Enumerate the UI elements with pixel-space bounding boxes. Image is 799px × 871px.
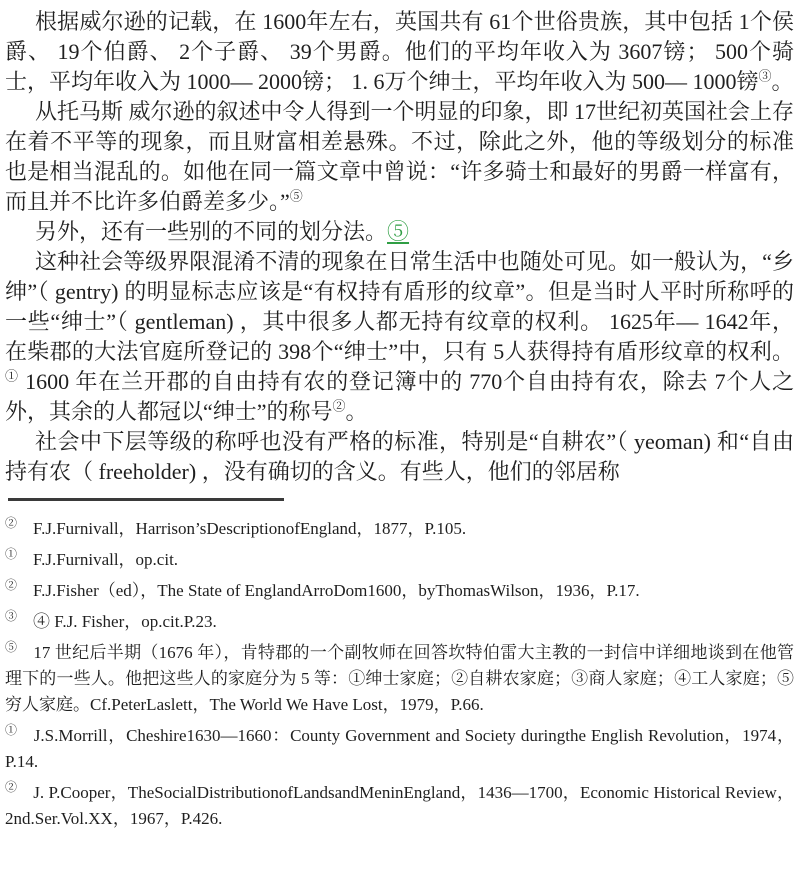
footnote-item — [5, 640, 794, 718]
paragraph-4 — [5, 247, 794, 427]
paragraph-3-text: 另外，还有一些别的不同的划分法。 — [35, 219, 388, 244]
footnote-marker: ② — [5, 578, 18, 593]
footnote-text: J.S.Morrill，Cheshire1630—1660：County Government and Society duringthe English Revolution，1974，P.14. — [5, 726, 794, 771]
footnote-text: F.J.Fisher（ed），The State of EnglandArroDom1600，byThomasWilson，1936，P.17. — [33, 581, 640, 600]
footnote-link-5[interactable]: ⑤ — [387, 219, 410, 244]
footnote-marker: ② — [5, 780, 18, 795]
paragraph-5-text: 社会中下层等级的称呼也没有严格的标准，特别是“自耕农”（ yeoman) 和“自由持有农（ freeholder) ，没有确切的含义。有些人，他们的邻居称 — [5, 429, 794, 484]
paragraph-1 — [5, 7, 794, 97]
footnote-ref-2: ② — [332, 398, 346, 414]
paragraph-4-tail: 。 — [345, 399, 368, 424]
footnote-marker: ③ — [5, 609, 18, 624]
footnote-text: F.J.Furnivall，Harrison’sDescriptionofEngland，1877，P.105. — [33, 519, 467, 538]
paragraph-1-text: 根据威尔逊的记载，在 1600年左右，英国共有 61个世俗贵族，其中包括 1个侯爵、 19个伯爵、 2个子爵、 39个男爵。他们的平均年收入为 3607镑； 500个骑士，平均年收入为 1000— 2000镑； 1. 6万个绅士，平均年收入为 500— 1000镑 — [5, 9, 794, 94]
footnote-ref-5: ⑤ — [289, 188, 303, 204]
body-text — [5, 7, 794, 487]
footnote-marker: ① — [5, 723, 18, 738]
footnote-text: ④ F.J. Fisher，op.cit.P.23. — [33, 612, 217, 631]
footnote-item — [5, 547, 794, 573]
footnote-marker: ② — [5, 516, 18, 531]
footnote-text: 17 世纪后半期（1676 年），肯特郡的一个副牧师在回答坎特伯雷大主教的一封信中详细地谈到在他管理下的一些人。他把这些人的家庭分为 5 等：①绅士家庭；②自耕农家庭；③商人家庭；④工人家庭；⑤穷人家庭。Cf.PeterLaslett，The World We Have Lost，1979，P.66. — [5, 643, 794, 714]
paragraph-2 — [5, 97, 794, 217]
paragraph-3 — [5, 217, 794, 247]
footnote-separator — [8, 498, 284, 501]
footnote-ref-1: ① — [5, 368, 19, 384]
footnotes-section — [5, 516, 794, 832]
paragraph-2-text: 从托马斯 威尔逊的叙述中令人得到一个明显的印象，即 17世纪初英国社会上存在着不平等的现象，而且财富相差悬殊。不过，除此之外，他的等级划分的标准也是相当混乱的。如他在同一篇文章中曾说：“许多骑士和最好的男爵一样富有，而且并不比许多伯爵差多少。” — [5, 99, 795, 214]
paragraph-1-tail: 。 — [771, 69, 794, 94]
footnote-marker: ① — [5, 547, 18, 562]
paragraph-5 — [5, 427, 794, 487]
footnote-ref-3: ③ — [758, 68, 772, 84]
footnote-item — [5, 609, 794, 635]
paragraph-4-text-1: 这种社会等级界限混淆不清的现象在日常生活中也随处可见。如一般认为，“乡绅”（ gentry) 的明显标志应该是“有权持有盾形的纹章”。但是当时人平时所称呼的一些“绅士”（ gentleman) ，其中很多人都无持有纹章的权利。 1625年— 1642年，在柴郡的大法官庭所登记的 398个“绅士”中，只有 5人获得持有盾形纹章的权利。 — [5, 249, 794, 364]
footnote-text: F.J.Furnivall，op.cit. — [33, 550, 179, 569]
footnote-marker: ⑤ — [5, 640, 18, 655]
paragraph-4-text-2: 1600 年在兰开郡的自由持有农的登记簿中的 770个自由持有农，除去 7个人之外，其余的人都冠以“绅士”的称号 — [5, 369, 794, 424]
footnote-item — [5, 578, 794, 604]
footnote-text: J. P.Cooper，TheSocialDistributionofLandsandMeninEngland，1436—1700，Economic Historical Review，2nd.Ser.Vol.XX，1967，P.426. — [5, 783, 794, 828]
footnote-item — [5, 723, 794, 775]
footnote-item — [5, 780, 794, 832]
footnote-item — [5, 516, 794, 542]
